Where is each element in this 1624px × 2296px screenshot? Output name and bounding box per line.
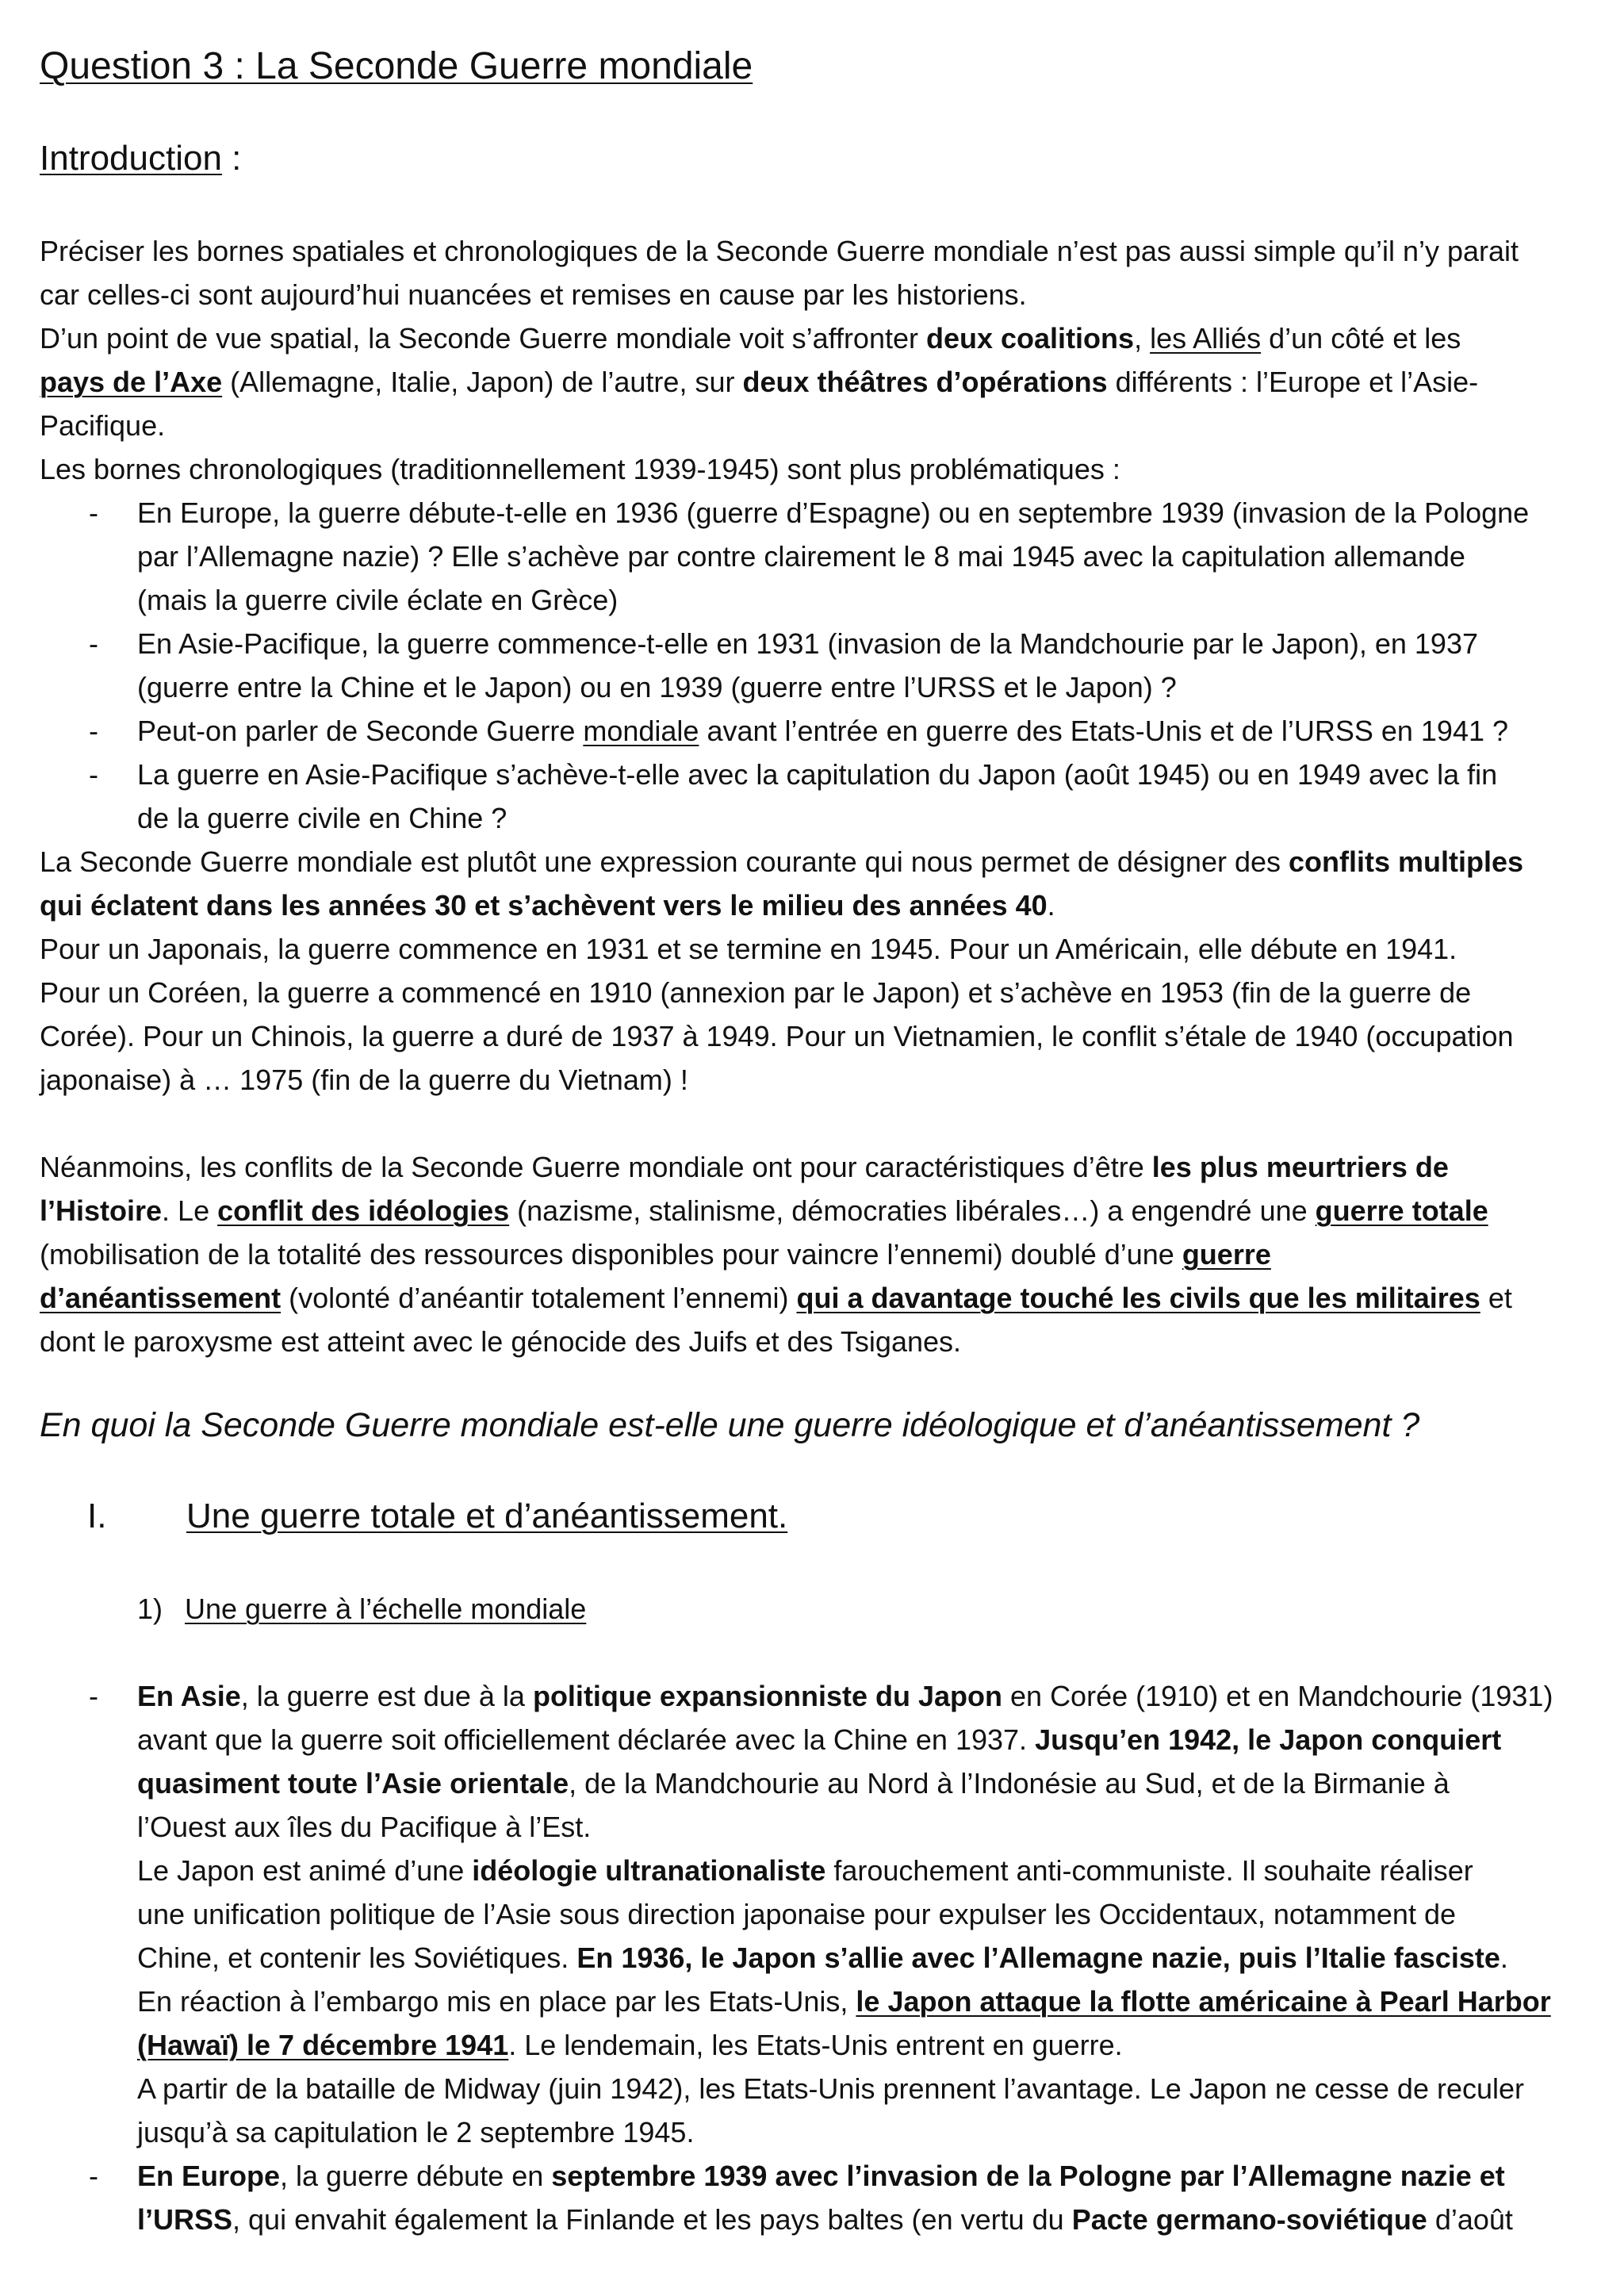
problem-question: En quoi la Seconde Guerre mondiale est-elle une guerre idéologique et d’anéantissement ? bbox=[40, 1406, 1420, 1444]
bold-text: quasiment toute l’Asie orientale bbox=[137, 1767, 569, 1800]
paragraph-line bbox=[40, 317, 1461, 360]
bullet-line: (guerre entre la Chine et le Japon) ou en 1939 (guerre entre l’URSS et le Japon) ? bbox=[137, 671, 1177, 703]
paragraph-line: japonaise) à … 1975 (fin de la guerre du Vietnam) ! bbox=[40, 1064, 688, 1096]
bold-text: politique expansionniste du Japon bbox=[532, 1680, 1003, 1712]
intro-heading-colon: : bbox=[221, 139, 242, 178]
bullet-line: l’Ouest aux îles du Pacifique à l’Est. bbox=[137, 1811, 592, 1843]
paragraph-line bbox=[40, 1277, 1512, 1320]
paragraph-line: Pacifique. bbox=[40, 409, 166, 442]
section-title: Une guerre totale et d’anéantissement. bbox=[186, 1497, 788, 1535]
text-run: différents : l’Europe et l’Asie- bbox=[1107, 366, 1479, 398]
bold-underlined-text: guerre totale bbox=[1315, 1194, 1488, 1227]
bullet-line: de la guerre civile en Chine ? bbox=[137, 802, 508, 834]
text-run: Chine, et contenir les Soviétiques. bbox=[137, 1941, 577, 1974]
text-run: , de la Mandchourie au Nord à l’Indonésie au Sud, et de la Birmanie à bbox=[569, 1767, 1450, 1800]
text-run: . bbox=[1047, 889, 1055, 922]
subsection-title: Une guerre à l’échelle mondiale bbox=[185, 1593, 587, 1625]
bullet-dash: - bbox=[89, 2160, 98, 2192]
text-run: d’août bbox=[1427, 2203, 1513, 2236]
bold-underlined-text: conflit des idéologies bbox=[217, 1194, 510, 1227]
bold-text: En Asie bbox=[137, 1680, 241, 1712]
paragraph-line: car celles-ci sont aujourd’hui nuancées et remises en cause par les historiens. bbox=[40, 278, 1027, 311]
bullet-line bbox=[137, 1719, 1501, 1761]
text-run: Néanmoins, les conflits de la Seconde Guerre mondiale ont pour caractéristiques d’être bbox=[40, 1151, 1152, 1183]
paragraph-line bbox=[40, 884, 1055, 927]
paragraph-line bbox=[40, 1146, 1449, 1189]
bullet-line bbox=[137, 2155, 1505, 2198]
bullet-line bbox=[137, 1980, 1551, 2023]
bold-underlined-text: (Hawaï) le 7 décembre 1941 bbox=[137, 2029, 509, 2061]
bullet-line bbox=[137, 2024, 1123, 2067]
underlined-text: les Alliés bbox=[1150, 322, 1262, 355]
bold-underlined-text: qui a davantage touché les civils que les militaires bbox=[796, 1282, 1480, 1314]
text-run: (mobilisation de la totalité des ressources disponibles pour vaincre l’ennemi) doublé d’une bbox=[40, 1238, 1182, 1271]
text-run: et bbox=[1480, 1282, 1512, 1314]
bullet-dash: - bbox=[89, 496, 98, 529]
intro-heading-text: Introduction bbox=[40, 139, 222, 178]
text-run: . bbox=[1500, 1941, 1508, 1974]
bullet-dash: - bbox=[89, 758, 98, 791]
paragraph-line: Corée). Pour un Chinois, la guerre a duré de 1937 à 1949. Pour un Vietnamien, le conflit s’étale de 1940 (occupation bbox=[40, 1020, 1514, 1052]
text-run: En réaction à l’embargo mis en place par les Etats-Unis, bbox=[137, 1985, 856, 2018]
subsection-number: 1) bbox=[137, 1593, 163, 1625]
bullet-line bbox=[137, 710, 1508, 753]
intro-heading bbox=[40, 135, 241, 182]
text-run: , la guerre débute en bbox=[280, 2160, 552, 2192]
bold-text: En 1936, le Japon s’allie avec l’Allemagne nazie, puis l’Italie fasciste bbox=[576, 1941, 1500, 1974]
bullet-line: En Europe, la guerre débute-t-elle en 1936 (guerre d’Espagne) ou en septembre 1939 (invasion de la Pologne bbox=[137, 496, 1530, 529]
bullet-line bbox=[137, 1675, 1553, 1718]
bullet-line: par l’Allemagne nazie) ? Elle s’achève par contre clairement le 8 mai 1945 avec la capitulation allemande bbox=[137, 540, 1465, 573]
paragraph-line bbox=[40, 1190, 1488, 1232]
paragraph-line bbox=[40, 361, 1478, 404]
text-run: . Le bbox=[162, 1194, 218, 1227]
bold-text: l’URSS bbox=[137, 2203, 233, 2236]
bullet-dash: - bbox=[89, 627, 98, 660]
bold-text: Pacte germano-soviétique bbox=[1071, 2203, 1427, 2236]
text-run: (volonté d’anéantir totalement l’ennemi) bbox=[281, 1282, 797, 1314]
bullet-line: (mais la guerre civile éclate en Grèce) bbox=[137, 584, 619, 616]
text-run: Peut-on parler de Seconde Guerre bbox=[137, 715, 584, 747]
bold-text: Jusqu’en 1942, le Japon conquiert bbox=[1035, 1723, 1502, 1756]
text-run: , bbox=[1134, 322, 1151, 355]
paragraph-line bbox=[40, 1233, 1271, 1276]
bullet-line: En Asie-Pacifique, la guerre commence-t-elle en 1931 (invasion de la Mandchourie par le Japon), en 1937 bbox=[137, 627, 1478, 660]
text-run: , qui envahit également la Finlande et les pays baltes (en vertu du bbox=[232, 2203, 1072, 2236]
text-run: , la guerre est due à la bbox=[240, 1680, 533, 1712]
bullet-line bbox=[137, 1937, 1508, 1980]
section-numeral: I. bbox=[87, 1497, 107, 1535]
text-run: (nazisme, stalinisme, démocraties libérales…) a engendré une bbox=[509, 1194, 1316, 1227]
text-run: avant que la guerre soit officiellement déclarée avec la Chine en 1937. bbox=[137, 1723, 1036, 1756]
paragraph-line: Pour un Coréen, la guerre a commencé en 1910 (annexion par le Japon) et s’achève en 1953 (fin de la guerre de bbox=[40, 976, 1472, 1009]
bullet-line bbox=[137, 1849, 1473, 1892]
bold-underlined-text: guerre bbox=[1182, 1238, 1271, 1271]
page-title: Question 3 : La Seconde Guerre mondiale bbox=[40, 45, 753, 87]
bullet-dash: - bbox=[89, 1680, 98, 1712]
text-run: (Allemagne, Italie, Japon) de l’autre, sur bbox=[222, 366, 743, 398]
paragraph-line: Préciser les bornes spatiales et chronologiques de la Seconde Guerre mondiale n’est pas aussi simple qu’il n’y parait bbox=[40, 235, 1519, 267]
bold-text: les plus meurtriers de bbox=[1151, 1151, 1449, 1183]
bold-text: idéologie ultranationaliste bbox=[472, 1854, 826, 1887]
bullet-line: La guerre en Asie-Pacifique s’achève-t-elle avec la capitulation du Japon (août 1945) ou en 1949 avec la fin bbox=[137, 758, 1498, 791]
bullet-dash: - bbox=[89, 715, 98, 747]
bullet-line bbox=[137, 1762, 1450, 1805]
bold-text: conflits multiples bbox=[1289, 845, 1524, 878]
bold-text: En Europe bbox=[137, 2160, 281, 2192]
text-run: D’un point de vue spatial, la Seconde Guerre mondiale voit s’affronter bbox=[40, 322, 926, 355]
bold-text: l’Histoire bbox=[40, 1194, 163, 1227]
text-run: en Corée (1910) et en Mandchourie (1931) bbox=[1002, 1680, 1553, 1712]
paragraph-line: dont le paroxysme est atteint avec le génocide des Juifs et des Tsiganes. bbox=[40, 1325, 962, 1358]
bullet-line bbox=[137, 2198, 1513, 2241]
bold-underlined-text: d’anéantissement bbox=[40, 1282, 282, 1314]
bold-text: septembre 1939 avec l’invasion de la Pologne par l’Allemagne nazie et bbox=[551, 2160, 1505, 2192]
text-run: farouchement anti-communiste. Il souhaite réaliser bbox=[825, 1854, 1473, 1887]
bullet-line: jusqu’à sa capitulation le 2 septembre 1945. bbox=[137, 2116, 695, 2148]
bullet-line: une unification politique de l’Asie sous direction japonaise pour expulser les Occidentaux, notamment de bbox=[137, 1898, 1456, 1930]
paragraph-line bbox=[40, 841, 1523, 884]
text-run: . Le lendemain, les Etats-Unis entrent en guerre. bbox=[508, 2029, 1123, 2061]
underlined-text: mondiale bbox=[583, 715, 699, 747]
paragraph-line: Pour un Japonais, la guerre commence en 1931 et se termine en 1945. Pour un Américain, elle débute en 1941. bbox=[40, 933, 1457, 965]
text-run: avant l’entrée en guerre des Etats-Unis et de l’URSS en 1941 ? bbox=[699, 715, 1509, 747]
bold-text: deux coalitions bbox=[926, 322, 1135, 355]
text-run: Le Japon est animé d’une bbox=[137, 1854, 473, 1887]
bold-underlined-text: pays de l’Axe bbox=[40, 366, 223, 398]
bold-text: qui éclatent dans les années 30 et s’achèvent vers le milieu des années 40 bbox=[40, 889, 1048, 922]
paragraph-line: Les bornes chronologiques (traditionnellement 1939-1945) sont plus problématiques : bbox=[40, 453, 1120, 485]
bold-text: deux théâtres d’opérations bbox=[742, 366, 1108, 398]
text-run: d’un côté et les bbox=[1261, 322, 1461, 355]
bullet-line: A partir de la bataille de Midway (juin 1942), les Etats-Unis prennent l’avantage. Le Japon ne cesse de reculer bbox=[137, 2072, 1525, 2105]
text-run: La Seconde Guerre mondiale est plutôt une expression courante qui nous permet de désigner des bbox=[40, 845, 1289, 878]
bold-underlined-text: le Japon attaque la flotte américaine à Pearl Harbor bbox=[856, 1985, 1551, 2018]
